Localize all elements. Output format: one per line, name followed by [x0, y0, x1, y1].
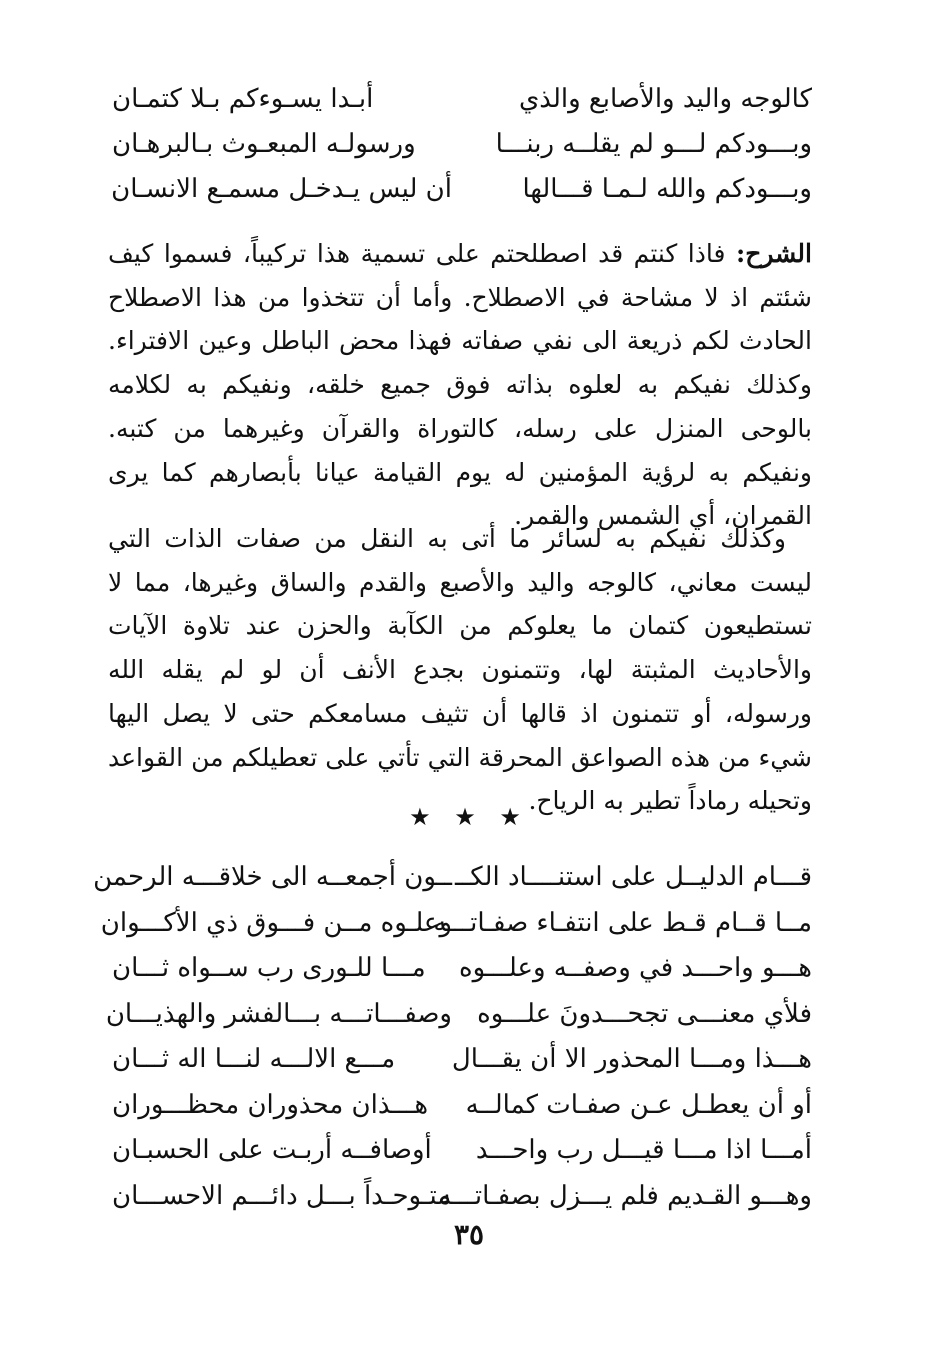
verse-second-hemistich: ورسولـه المبعـوث بـالبرهـان	[112, 129, 416, 159]
verse-second-hemistich: وصفـــاتـــه بـــالفشر والهذيـــان	[105, 998, 452, 1029]
commentary-text: فاذا كنتم قد اصطلحتم على تسمية هذا تركيباً، فسموا كيف شئتم اذ لا مشاحة في الاصطلاح. وأما أن تتخذوا من هذا الاصطلاح الحادث لكم ذريعة الى نفي صفاته فهذا محض الباطل وعين الافتراء. وكذلك نفيكم به لعلوه بذاته فوق جميع خلقه، ونفيكم به لكلامه بالوحى المنزل على رسله، كالتوراة والقرآن وغيرهما من كتبه. ونفيكم به لرؤية المؤمنين له يوم القيامة عيانا بأبصارهم كما يرى القمران، أي الشمس والقمر.	[108, 239, 812, 531]
bottom-poem	[93, 862, 812, 1226]
verse-first-hemistich: قـــام الدليــل على استنــــاد الكــ	[454, 862, 812, 892]
verse-first-hemistich: وبـــودكم والله لـمـا قـــالها	[522, 174, 812, 204]
verse-first-hemistich: هـــو واحـــد في وصفــه وعلـــوه	[458, 953, 812, 983]
verse-second-hemistich: مـــع الالـــه لنـــا اله ثـــان	[112, 1044, 396, 1074]
verse-second-hemistich: وعلـوه مــن فـــوق ذي الأكـــوان	[100, 907, 452, 938]
verse-second-hemistich: متـوحـداً بـــل دائـــم الاحســـان	[112, 1180, 452, 1211]
verse-second-hemistich: أبـدا يسـوءكم بـلا كتمـان	[112, 84, 374, 114]
verse-line	[112, 129, 812, 174]
verse-line	[112, 1135, 812, 1181]
section-separator: ★ ★ ★	[409, 803, 529, 831]
verse-line	[112, 174, 812, 219]
top-poem	[112, 84, 812, 219]
verse-first-hemistich: هـــذا ومـــا المحذور الا أن يقـــال	[451, 1044, 812, 1074]
verse-first-hemistich: كالوجه واليد والأصابع والذي	[518, 84, 812, 114]
verse-first-hemistich: فلأي معنـــى تجحـــدونَ علـــوه	[477, 998, 812, 1029]
body-paragraph-text: وكذلك نفيكم به لسائر ما أتى به النقل من صفات الذات التي ليست معاني، كالوجه واليد والأصبع والقدم والساق وغيرها، مما لا تستطيعون كتمان ما يعلوكم من الكآبة والحزن عند تلاوة الآيات والأحاديث المثبتة لها، وتتمنون بجدع الأنف أن لو لم يقله الله ورسوله، أو تتمنون اذ قالها أن تثيف مسامعكم حتى لا يصل اليها شيء من هذه الصواعق المحرقة التي تأتي على تعطيلكم من القواعد وتحيله رماداً تطير به الرياح.	[108, 524, 812, 816]
page-number: ٣٥	[453, 1218, 485, 1251]
verse-second-hemistich: ــون أجمعــه الى خلاقـــه الرحمن	[93, 862, 452, 892]
verse-second-hemistich: أن ليس يـدخـل مسمـع الانسـان	[111, 174, 452, 204]
verse-line	[105, 998, 812, 1045]
verse-line	[112, 953, 812, 999]
verse-first-hemistich: أو أن يعطـل عـن صفـات كمالــه	[465, 1089, 812, 1120]
commentary-paragraph	[108, 232, 812, 538]
verse-second-hemistich: هـــذان محذوران محظـــوران	[112, 1089, 429, 1120]
verse-line	[112, 84, 812, 129]
body-paragraph	[108, 517, 812, 823]
verse-first-hemistich: وبـــودكم لـــو لم يقلــه ربنـــا	[495, 129, 812, 159]
verse-second-hemistich: مـــا للـورى رب ســواه ثـــان	[112, 953, 426, 983]
commentary-label: الشرح:	[735, 239, 812, 268]
verse-line	[112, 1090, 812, 1136]
verse-line	[93, 862, 812, 908]
verse-first-hemistich: أمـــا اذا مـــا قيـــل رب واحـــد	[475, 1135, 812, 1165]
verse-second-hemistich: أوصافــه أربـت على الحسبـان	[112, 1135, 432, 1165]
verse-first-hemistich: مــا قــام قـط على انتفـاء صفـاتـــه	[433, 907, 812, 938]
verse-line	[112, 1044, 812, 1090]
verse-first-hemistich: وهـــو القـديم فلم يـــزل بصفـاتـــه	[438, 1180, 812, 1211]
verse-line	[100, 907, 812, 954]
